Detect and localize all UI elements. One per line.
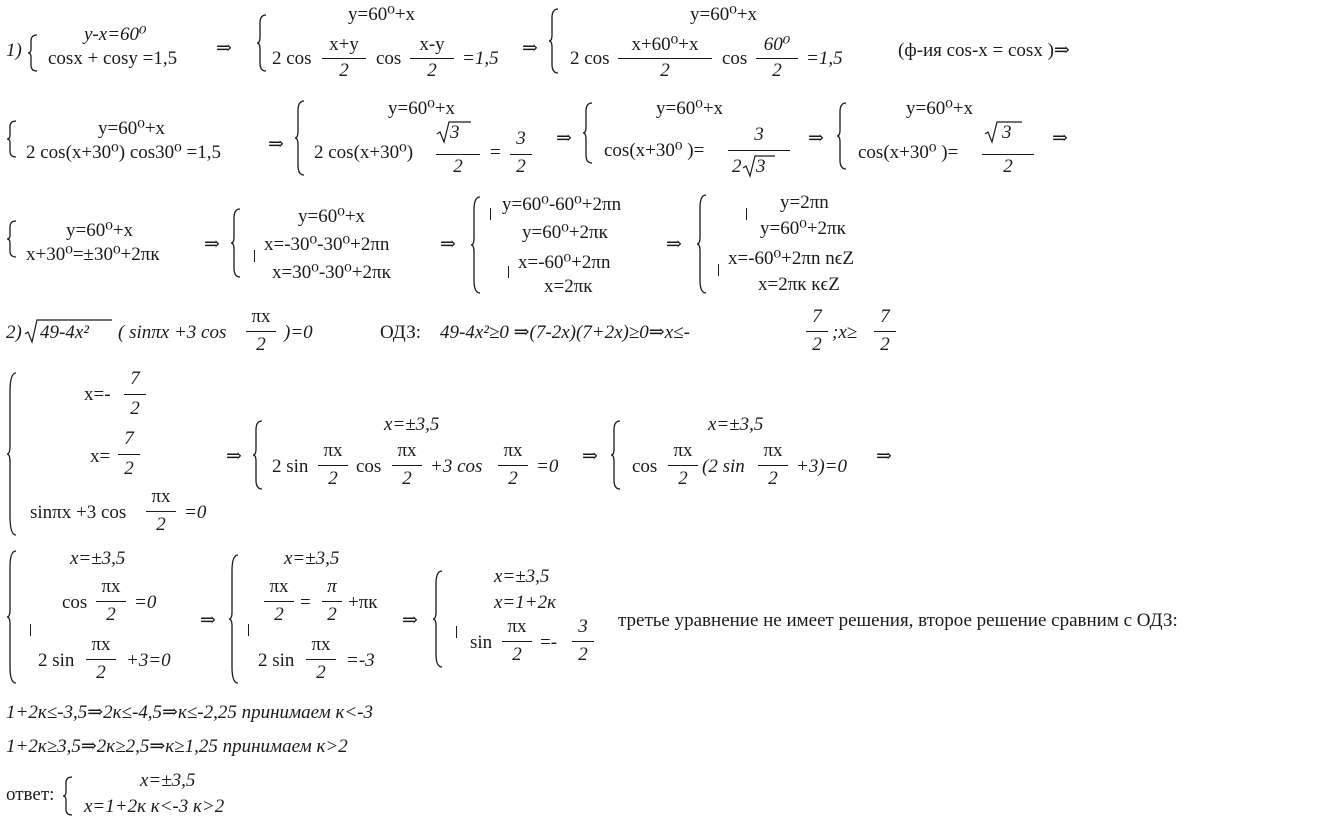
fraction-numerator: 7 [130, 368, 140, 389]
fraction-denominator: 2 [106, 604, 116, 625]
equation: x=- [84, 384, 111, 405]
fraction-bar [96, 601, 126, 602]
math-text: ;x≥ [832, 322, 858, 343]
fraction-bar [502, 641, 532, 642]
equation: y-x=60⁰ [84, 24, 147, 45]
left-brace [582, 102, 594, 164]
fraction-bar [874, 331, 896, 332]
bracket-mark [718, 264, 719, 276]
equation: y=60⁰+x [348, 4, 416, 25]
equation: y=60⁰+x [98, 118, 166, 139]
left-brace [548, 8, 560, 74]
fraction-bar [118, 454, 140, 455]
fraction-numerator: x-y [419, 34, 445, 55]
equation: y=60⁰+x [656, 98, 724, 119]
left-brace [230, 208, 242, 278]
inequality-1: 1+2к≤-3,5⇒2к≤-4,5⇒к≤-2,25 принимаем к<-3 [6, 702, 374, 723]
fraction-denominator: 2 [880, 334, 890, 355]
math-text: cos(x+30⁰ )= [604, 140, 705, 161]
math-text: cos(x+30⁰ )= [858, 142, 959, 163]
fraction-bar [392, 465, 422, 466]
fraction-denominator: 2 [772, 60, 782, 81]
math-text: = [490, 142, 501, 163]
fraction-numerator: πx [251, 306, 271, 327]
math-text: =1,5 [806, 48, 843, 69]
left-brace [836, 102, 848, 170]
fraction-numerator: 3 [578, 616, 588, 637]
math-text: (2 sin [702, 456, 745, 477]
bracket-mark [746, 208, 747, 220]
fraction-numerator: πx [507, 616, 527, 637]
bracket-mark [254, 250, 255, 262]
left-brace [610, 420, 622, 490]
fraction-numerator: πx [311, 634, 331, 655]
implies-arrow: ⇒ [440, 234, 456, 255]
fraction-denominator: 2 [1003, 156, 1013, 177]
left-brace [228, 554, 240, 684]
equation: x=30⁰-30⁰+2πк [272, 262, 391, 283]
fraction-denominator: 2 [328, 468, 338, 489]
implies-arrow: ⇒ [808, 128, 824, 149]
fraction-denominator: 2 [578, 644, 588, 665]
fraction-bar [668, 465, 698, 466]
math-text: =1,5 [462, 48, 499, 69]
equation: x=-60⁰+2πn [518, 252, 611, 273]
fraction-numerator: πx [323, 440, 343, 461]
fraction-bar [806, 331, 828, 332]
math-text: cos [356, 456, 382, 477]
fraction-bar [982, 154, 1034, 155]
fraction-bar [618, 58, 712, 59]
bracket-mark [508, 266, 509, 278]
bracket-mark [490, 208, 491, 220]
equation: x=1+2к [494, 592, 556, 613]
fraction-denominator: 2 [156, 514, 166, 535]
implies-arrow: ⇒ [876, 446, 892, 467]
fraction-bar [436, 154, 480, 155]
implies-arrow: ⇒ [200, 610, 216, 631]
fraction-bar [322, 58, 366, 59]
math-text: = [300, 592, 311, 613]
math-text: ( sinπx +3 cos [118, 322, 227, 343]
fraction-denominator: 2 [130, 398, 140, 419]
bracket-mark [456, 626, 457, 638]
implies-arrow: ⇒ [402, 610, 418, 631]
fraction-bar [756, 58, 798, 59]
radicand: 3 [756, 156, 766, 177]
math-text: 2 cos [570, 48, 610, 69]
equation: x=-30⁰-30⁰+2πn [264, 234, 390, 255]
equation: x=±3,5 [494, 566, 550, 587]
math-text: cos [376, 48, 402, 69]
answer-line-2: x=1+2к к<-3 к>2 [84, 796, 225, 817]
left-brace [6, 372, 18, 536]
implies-arrow: ⇒ [268, 134, 284, 155]
implies-arrow: ⇒ [582, 446, 598, 467]
problem-2-label: 2) [6, 322, 22, 343]
equation: 2 cos(x+30⁰) cos30⁰ =1,5 [26, 142, 221, 163]
fraction-numerator: πx [397, 440, 417, 461]
fraction-bar [410, 58, 454, 59]
fraction-denominator: 2 [124, 458, 134, 479]
fraction-denominator: 2 [732, 156, 742, 177]
equation: x=±3,5 [708, 414, 764, 435]
implies-arrow: ⇒ [216, 38, 232, 59]
left-brace [62, 776, 74, 816]
implies-arrow: ⇒ [1052, 128, 1068, 149]
equation: y=60⁰+x [906, 98, 974, 119]
implies-arrow: ⇒ [204, 234, 220, 255]
equation: y=60⁰+x [388, 98, 456, 119]
math-text: =0 [134, 592, 157, 613]
left-brace [256, 14, 268, 72]
implies-arrow: ⇒ [522, 38, 538, 59]
answer-label: ответ: [6, 784, 55, 805]
math-text: cos [62, 592, 88, 613]
math-text: 2 sin [272, 456, 309, 477]
fraction-bar [146, 511, 176, 512]
answer-line-1: x=±3,5 [140, 770, 196, 791]
fraction-numerator: π [327, 576, 337, 597]
fraction-numerator: πx [151, 486, 171, 507]
fraction-denominator: 2 [402, 468, 412, 489]
math-text: +3)=0 [796, 456, 847, 477]
equation: y=60⁰+x [690, 4, 758, 25]
left-brace [432, 570, 444, 668]
equation: cosx + cosy =1,5 [48, 48, 178, 69]
left-brace [6, 550, 18, 684]
fraction-numerator: πx [91, 634, 111, 655]
equation: sinπx +3 cos [30, 502, 127, 523]
fraction-bar [306, 659, 336, 660]
fraction-numerator: 7 [812, 306, 822, 327]
fraction-bar [572, 641, 594, 642]
radicand: 3 [450, 122, 460, 143]
equation: x=±3,5 [70, 548, 126, 569]
equation: y=60⁰+x [298, 206, 366, 227]
fraction-denominator: 2 [508, 468, 518, 489]
fraction-bar [322, 601, 342, 602]
left-brace [252, 420, 264, 490]
fraction-numerator: πx [673, 440, 693, 461]
fraction-bar [264, 601, 294, 602]
equation: x=2πк [544, 276, 593, 297]
fraction-denominator: 2 [96, 662, 106, 683]
fraction-bar [510, 154, 532, 155]
fraction-denominator: 2 [274, 604, 284, 625]
fraction-denominator: 2 [427, 60, 437, 81]
equation: x=±3,5 [284, 548, 340, 569]
math-text: =0 [536, 456, 559, 477]
equation: x=2πк кϵZ [758, 274, 840, 295]
math-text: =0 [184, 502, 207, 523]
equation: y=60⁰+2πк [760, 218, 846, 239]
fraction-numerator: x+y [329, 34, 359, 55]
fraction-denominator: 2 [327, 604, 337, 625]
fraction-denominator: 2 [339, 60, 349, 81]
math-text: )=0 [284, 322, 313, 343]
fraction-numerator: πx [269, 576, 289, 597]
left-brace [6, 120, 18, 158]
fraction-denominator: 2 [768, 468, 778, 489]
fraction-numerator: 7 [124, 428, 134, 449]
fraction-numerator: 3 [516, 128, 526, 149]
fraction-numerator: πx [101, 576, 121, 597]
equation: x=-60⁰+2πn nϵZ [728, 248, 855, 269]
fraction-bar [246, 331, 276, 332]
math-text: =- [540, 632, 558, 653]
math-text: 2 sin [258, 650, 295, 671]
fraction-denominator: 2 [660, 60, 670, 81]
fraction-denominator: 2 [512, 644, 522, 665]
math-text: sin [470, 632, 493, 653]
fraction-denominator: 2 [256, 334, 266, 355]
left-brace [27, 34, 39, 72]
math-text: 2 cos [272, 48, 312, 69]
bracket-mark [30, 624, 31, 636]
odz-expression: 49-4x²≥0 ⇒(7-2x)(7+2x)≥0⇒x≤- [440, 322, 690, 343]
fraction-bar [728, 150, 790, 151]
left-brace [470, 196, 482, 294]
math-text: +3=0 [126, 650, 171, 671]
fraction-numerator: 3 [754, 124, 764, 145]
fraction-bar [318, 465, 348, 466]
math-text: =-3 [346, 650, 375, 671]
implies-arrow: ⇒ [226, 446, 242, 467]
fraction-numerator: 7 [880, 306, 890, 327]
math-text: +πк [348, 592, 378, 613]
math-text: 2 sin [38, 650, 75, 671]
left-brace [294, 100, 306, 176]
problem-1-label: 1) [6, 40, 22, 61]
fraction-numerator: πx [503, 440, 523, 461]
equation: x+30⁰=±30⁰+2πк [26, 244, 160, 265]
fraction-numerator: 60⁰ [763, 34, 791, 55]
math-text: cos [722, 48, 748, 69]
fraction-denominator: 2 [678, 468, 688, 489]
equation: y=60⁰+2πк [522, 222, 608, 243]
radicand: 3 [1002, 122, 1012, 143]
fraction-denominator: 2 [316, 662, 326, 683]
comment-text: третье уравнение не имеет решения, второе решение сравним с ОДЗ: [618, 610, 1178, 631]
equation: y=2πn [780, 192, 829, 213]
math-text: cos [632, 456, 658, 477]
fraction-bar [86, 659, 116, 660]
equation: x=±3,5 [384, 414, 440, 435]
math-text: +3 cos [430, 456, 483, 477]
fraction-denominator: 2 [453, 156, 463, 177]
fraction-denominator: 2 [516, 156, 526, 177]
implies-arrow: ⇒ [666, 234, 682, 255]
fraction-numerator: πx [763, 440, 783, 461]
fraction-numerator: x+60⁰+x [631, 34, 699, 55]
fraction-bar [758, 465, 788, 466]
equation: x= [90, 446, 111, 467]
note: (ф-ия cos-x = cosx )⇒ [898, 40, 1070, 61]
math-text: 2 cos(x+30⁰) [314, 142, 414, 163]
fraction-bar [124, 394, 146, 395]
implies-arrow: ⇒ [556, 128, 572, 149]
inequality-2: 1+2к≥3,5⇒2к≥2,5⇒к≥1,25 принимаем к>2 [6, 736, 348, 757]
equation: y=60⁰+x [66, 220, 134, 241]
bracket-mark [248, 624, 249, 636]
left-brace [696, 194, 708, 294]
fraction-denominator: 2 [812, 334, 822, 355]
radicand: 49-4x² [40, 322, 89, 343]
left-brace [6, 220, 18, 258]
odz-label: ОДЗ: [380, 322, 422, 343]
equation: y=60⁰-60⁰+2πn [502, 194, 622, 215]
fraction-bar [498, 465, 528, 466]
